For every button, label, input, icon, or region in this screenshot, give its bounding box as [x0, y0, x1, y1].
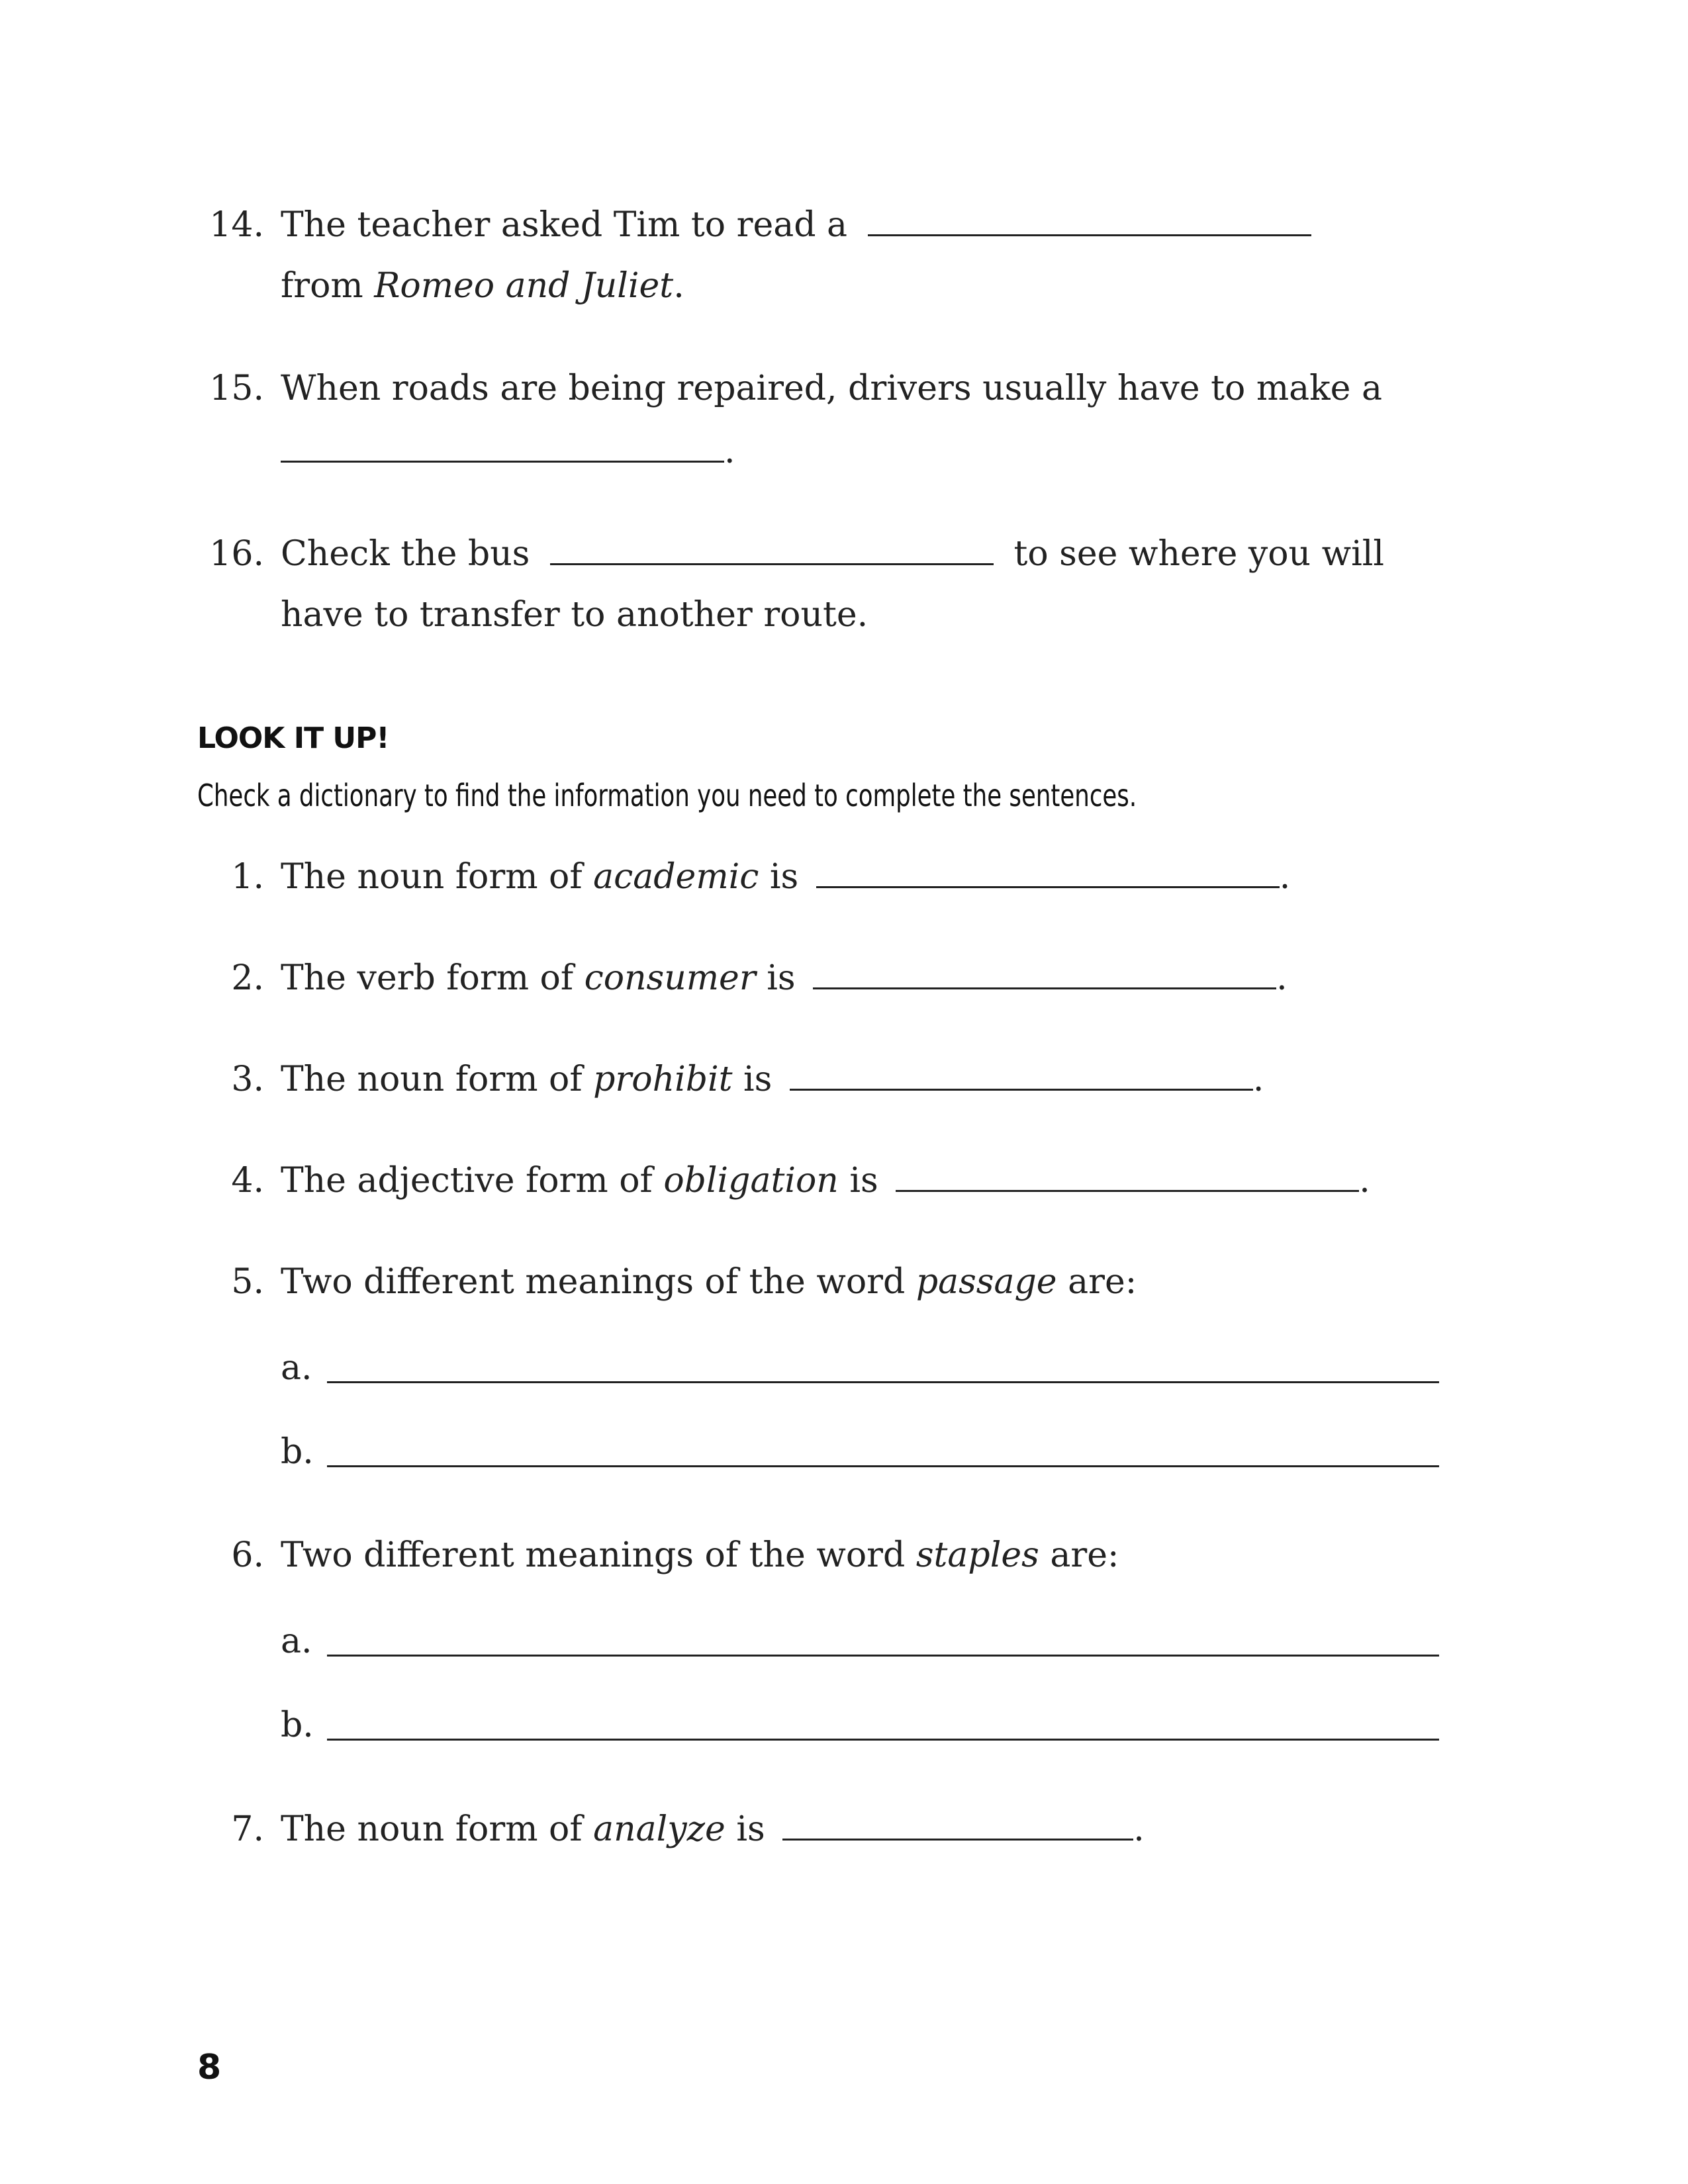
period: .	[1359, 1161, 1370, 1201]
question-text: Two different meanings of the word	[281, 1535, 906, 1575]
answer-blank[interactable]	[281, 434, 724, 463]
target-word: prohibit	[593, 1060, 733, 1099]
period: .	[1133, 1809, 1145, 1849]
lookup-question-6	[231, 1534, 1119, 1576]
lookup-question-3	[231, 1058, 1264, 1101]
question-text: are:	[1068, 1262, 1137, 1302]
answer-label-b: b.	[281, 1432, 314, 1472]
question-15	[209, 367, 1382, 410]
question-number: 3.	[231, 1060, 264, 1099]
question-text: to see where you will	[1013, 534, 1384, 574]
question-text: is	[769, 857, 799, 897]
answer-label-a: a.	[281, 1621, 312, 1661]
answer-blank[interactable]	[550, 537, 994, 565]
section-heading: LOOK IT UP!	[197, 721, 389, 755]
period: .	[673, 266, 684, 306]
page-number: 8	[197, 2048, 222, 2087]
answer-blank[interactable]	[868, 208, 1311, 236]
question-number: 4.	[231, 1161, 264, 1201]
target-word: passage	[915, 1262, 1057, 1302]
question-number: 2.	[231, 958, 264, 998]
question-number: 16.	[209, 534, 264, 574]
question-text: Check the bus	[281, 534, 530, 574]
question-text: The teacher asked Tim to read a	[281, 205, 848, 245]
answer-label-b: b.	[281, 1706, 314, 1745]
lookup-question-5	[231, 1261, 1137, 1303]
lookup-question-4	[231, 1160, 1370, 1202]
lookup-question-2	[231, 957, 1288, 999]
question-15-continued	[281, 430, 735, 473]
question-16	[209, 533, 1384, 575]
lookup-question-1	[231, 856, 1291, 898]
title-italic: Romeo and Juliet	[374, 266, 674, 306]
target-word: academic	[593, 857, 759, 897]
answer-line-a[interactable]	[327, 1381, 1439, 1383]
target-word: obligation	[663, 1161, 839, 1201]
question-text: When roads are being repaired, drivers usually have to make a	[281, 369, 1382, 408]
target-word: staples	[915, 1535, 1039, 1575]
answer-line-b[interactable]	[327, 1739, 1439, 1741]
question-number: 15.	[209, 369, 264, 408]
question-16-continued	[281, 594, 868, 636]
question-text: are:	[1050, 1535, 1119, 1575]
question-text: is	[736, 1809, 765, 1849]
question-text: is	[767, 958, 796, 998]
question-text: is	[743, 1060, 773, 1099]
question-text: from	[281, 266, 363, 306]
answer-line-b[interactable]	[327, 1465, 1439, 1467]
period: .	[1279, 857, 1291, 897]
answer-blank[interactable]	[790, 1062, 1253, 1091]
period: .	[1252, 1060, 1264, 1099]
question-text: The verb form of	[281, 958, 574, 998]
lookup-question-7	[231, 1808, 1145, 1850]
question-14-continued	[281, 265, 684, 307]
section-instruction: Check a dictionary to find the information you need to complete the sentences.	[197, 778, 1137, 813]
target-word: consumer	[584, 958, 756, 998]
question-text: The noun form of	[281, 1060, 583, 1099]
answer-blank[interactable]	[782, 1812, 1133, 1841]
question-text: have to transfer to another route.	[281, 595, 868, 635]
period: .	[724, 432, 735, 471]
answer-blank[interactable]	[896, 1163, 1359, 1192]
target-word: analyze	[593, 1809, 726, 1849]
question-14	[209, 204, 1311, 246]
question-number: 1.	[231, 857, 264, 897]
answer-blank[interactable]	[813, 961, 1276, 989]
question-text: The adjective form of	[281, 1161, 653, 1201]
period: .	[1276, 958, 1288, 998]
question-number: 14.	[209, 205, 264, 245]
question-text: The noun form of	[281, 857, 583, 897]
question-number: 7.	[231, 1809, 264, 1849]
question-text: is	[849, 1161, 878, 1201]
answer-line-a[interactable]	[327, 1655, 1439, 1657]
question-number: 5.	[231, 1262, 264, 1302]
question-text: Two different meanings of the word	[281, 1262, 906, 1302]
answer-label-a: a.	[281, 1348, 312, 1388]
question-number: 6.	[231, 1535, 264, 1575]
question-text: The noun form of	[281, 1809, 583, 1849]
answer-blank[interactable]	[816, 860, 1280, 888]
